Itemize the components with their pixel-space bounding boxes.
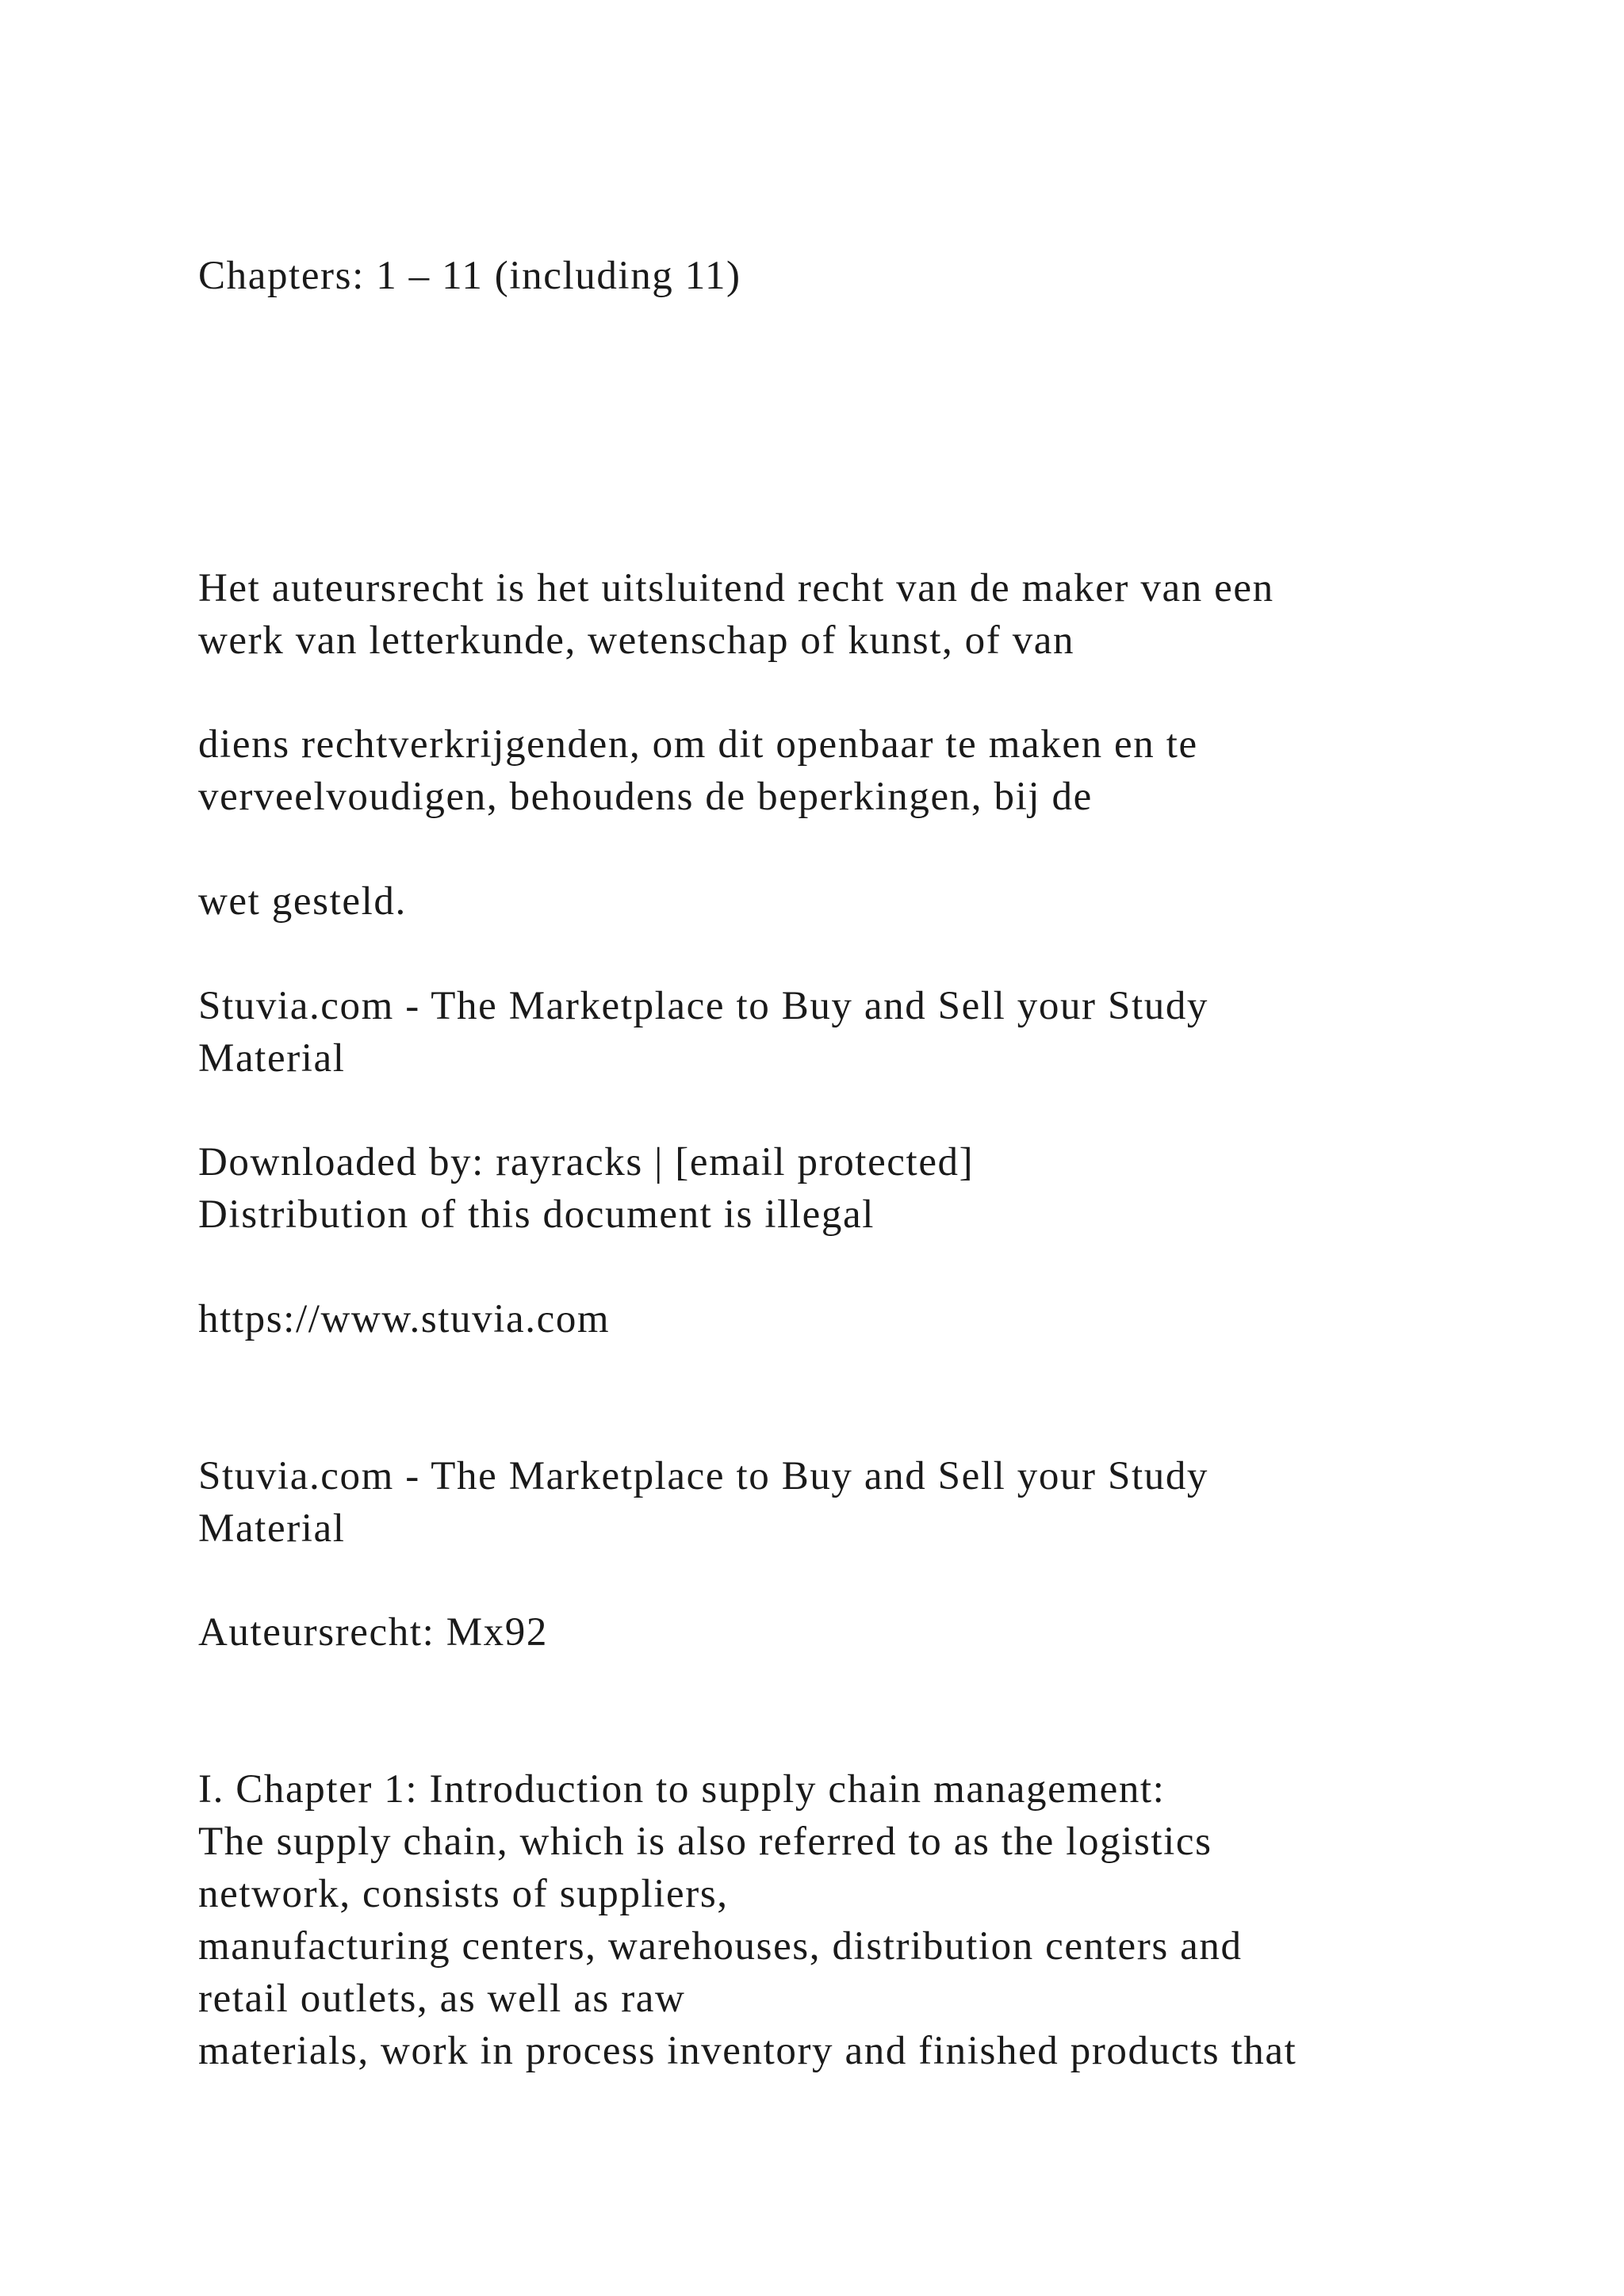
copyright-notice-line-4: verveelvoudigen, behoudens de beperkingen, bij de bbox=[198, 775, 1093, 819]
copyright-notice-line-2: werk van letterkunde, wetenschap of kunst, of van bbox=[198, 618, 1075, 663]
copyright-notice-line-5: wet gesteld. bbox=[198, 879, 407, 924]
chapter-1-heading: I. Chapter 1: Introduction to supply chain management: bbox=[198, 1767, 1166, 1812]
copyright-notice-line-1: Het auteursrecht is het uitsluitend recht van de maker van een bbox=[198, 566, 1274, 610]
chapter-1-body-line: manufacturing centers, warehouses, distribution centers and bbox=[198, 1924, 1243, 1969]
stuvia-tagline-line-1: Stuvia.com - The Marketplace to Buy and Sell your Study bbox=[198, 984, 1209, 1028]
chapters-line: Chapters: 1 – 11 (including 11) bbox=[198, 254, 741, 298]
chapter-1-body-line: materials, work in process inventory and finished products that bbox=[198, 2029, 1297, 2073]
distribution-notice-line: Distribution of this document is illegal bbox=[198, 1192, 875, 1237]
site-url-line: https://www.stuvia.com bbox=[198, 1297, 611, 1341]
chapter-1-body-line: network, consists of suppliers, bbox=[198, 1872, 729, 1916]
downloaded-by-line: Downloaded by: rayracks | [email protected] bbox=[198, 1140, 975, 1184]
stuvia-tagline-2-line-1: Stuvia.com - The Marketplace to Buy and Sell your Study bbox=[198, 1454, 1209, 1498]
copyright-notice-line-3: diens rechtverkrijgenden, om dit openbaar te maken en te bbox=[198, 722, 1198, 767]
author-line: Auteursrecht: Mx92 bbox=[198, 1610, 548, 1655]
stuvia-tagline-line-2: Material bbox=[198, 1036, 346, 1081]
stuvia-tagline-2-line-2: Material bbox=[198, 1506, 346, 1551]
chapter-1-body-line: retail outlets, as well as raw bbox=[198, 1976, 686, 2021]
chapter-1-body-line: The supply chain, which is also referred to as the logistics bbox=[198, 1820, 1212, 1864]
